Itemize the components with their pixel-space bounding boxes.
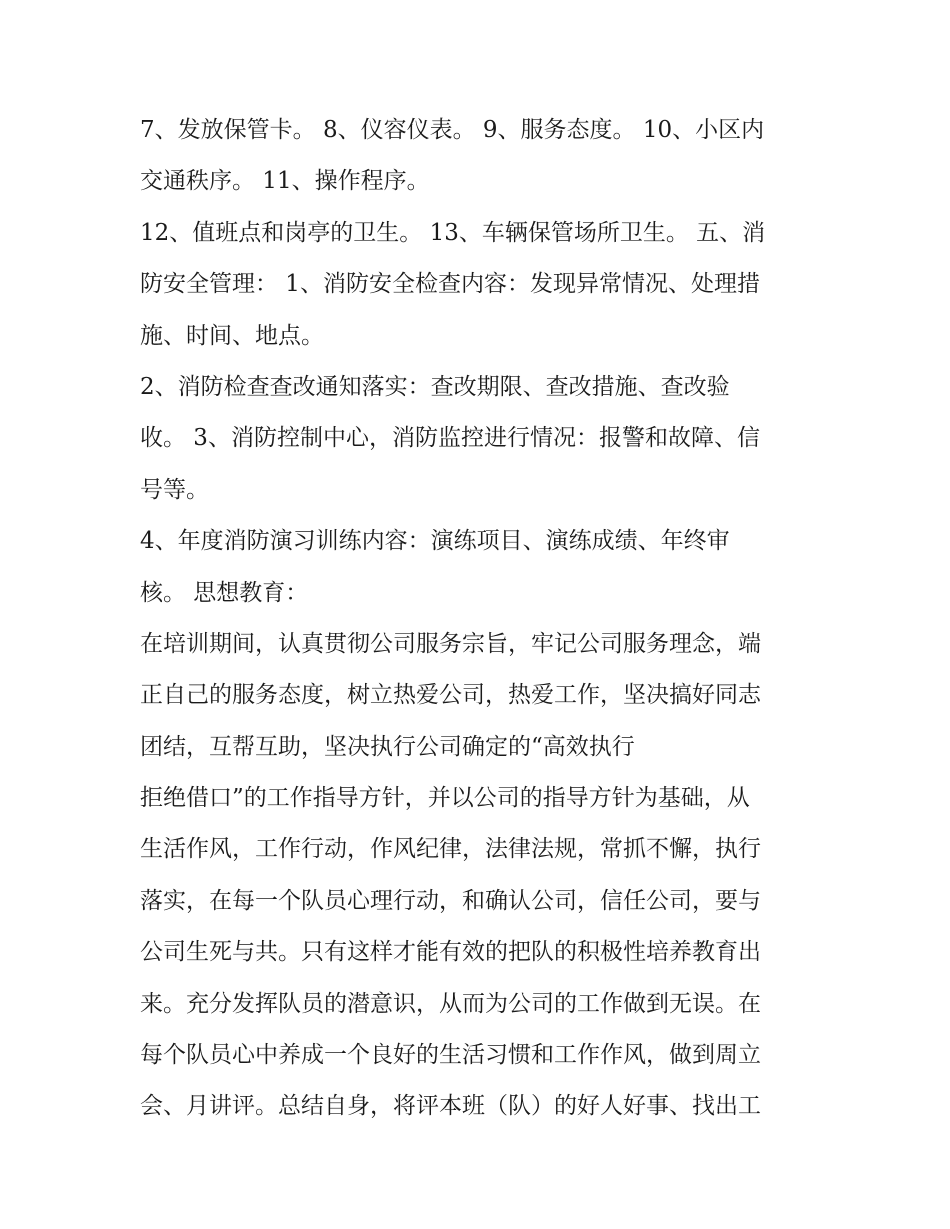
text-line: 公司生死与共。只有这样才能有效的把队的积极性培养教育出 — [140, 939, 761, 966]
text-line: 团结，互帮互助，坚决执行公司确定的“高效执行 — [140, 733, 635, 760]
text-line: 会、月讲评。总结自身，将评本班（队）的好人好事、找出工 — [140, 1093, 761, 1120]
text-line: 核。 思想教育： — [140, 579, 309, 606]
text-line: 防安全管理： 1、消防安全检查内容：发现异常情况、处理措 — [140, 271, 760, 298]
text-line: 交通秩序。 11、操作程序。 — [140, 168, 430, 195]
text-line: 号等。 — [140, 476, 209, 503]
text-line: 落实，在每一个队员心理行动，和确认公司，信任公司，要与 — [140, 887, 761, 914]
text-line: 2、消防检查查改通知落实：查改期限、查改措施、查改验 — [140, 373, 730, 400]
text-line: 12、值班点和岗亭的卫生。 13、车辆保管场所卫生。 五、消 — [140, 219, 766, 246]
text-line: 在培训期间，认真贯彻公司服务宗旨，牢记公司服务理念，端 — [140, 630, 761, 657]
text-line: 7、发放保管卡。 8、仪容仪表。 9、服务态度。 10、小区内 — [140, 117, 765, 143]
document-body-text — [140, 105, 820, 1133]
text-line: 生活作风，工作行动，作风纪律，法律法规，常抓不懈，执行 — [140, 836, 761, 863]
text-line: 每个队员心中养成一个良好的生活习惯和工作作风，做到周立 — [140, 1042, 761, 1069]
text-line: 来。充分发挥队员的潜意识，从而为公司的工作做到无误。在 — [140, 990, 761, 1017]
text-line: 施、时间、地点。 — [140, 322, 324, 349]
text-line: 拒绝借口”的工作指导方针，并以公司的指导方针为基础，从 — [140, 785, 750, 812]
text-line: 收。 3、消防控制中心，消防监控进行情况：报警和故障、信 — [140, 425, 760, 452]
text-line: 正自己的服务态度，树立热爱公司，热爱工作，坚决搞好同志 — [140, 682, 761, 709]
text-line: 4、年度消防演习训练内容：演练项目、演练成绩、年终审 — [140, 528, 730, 555]
